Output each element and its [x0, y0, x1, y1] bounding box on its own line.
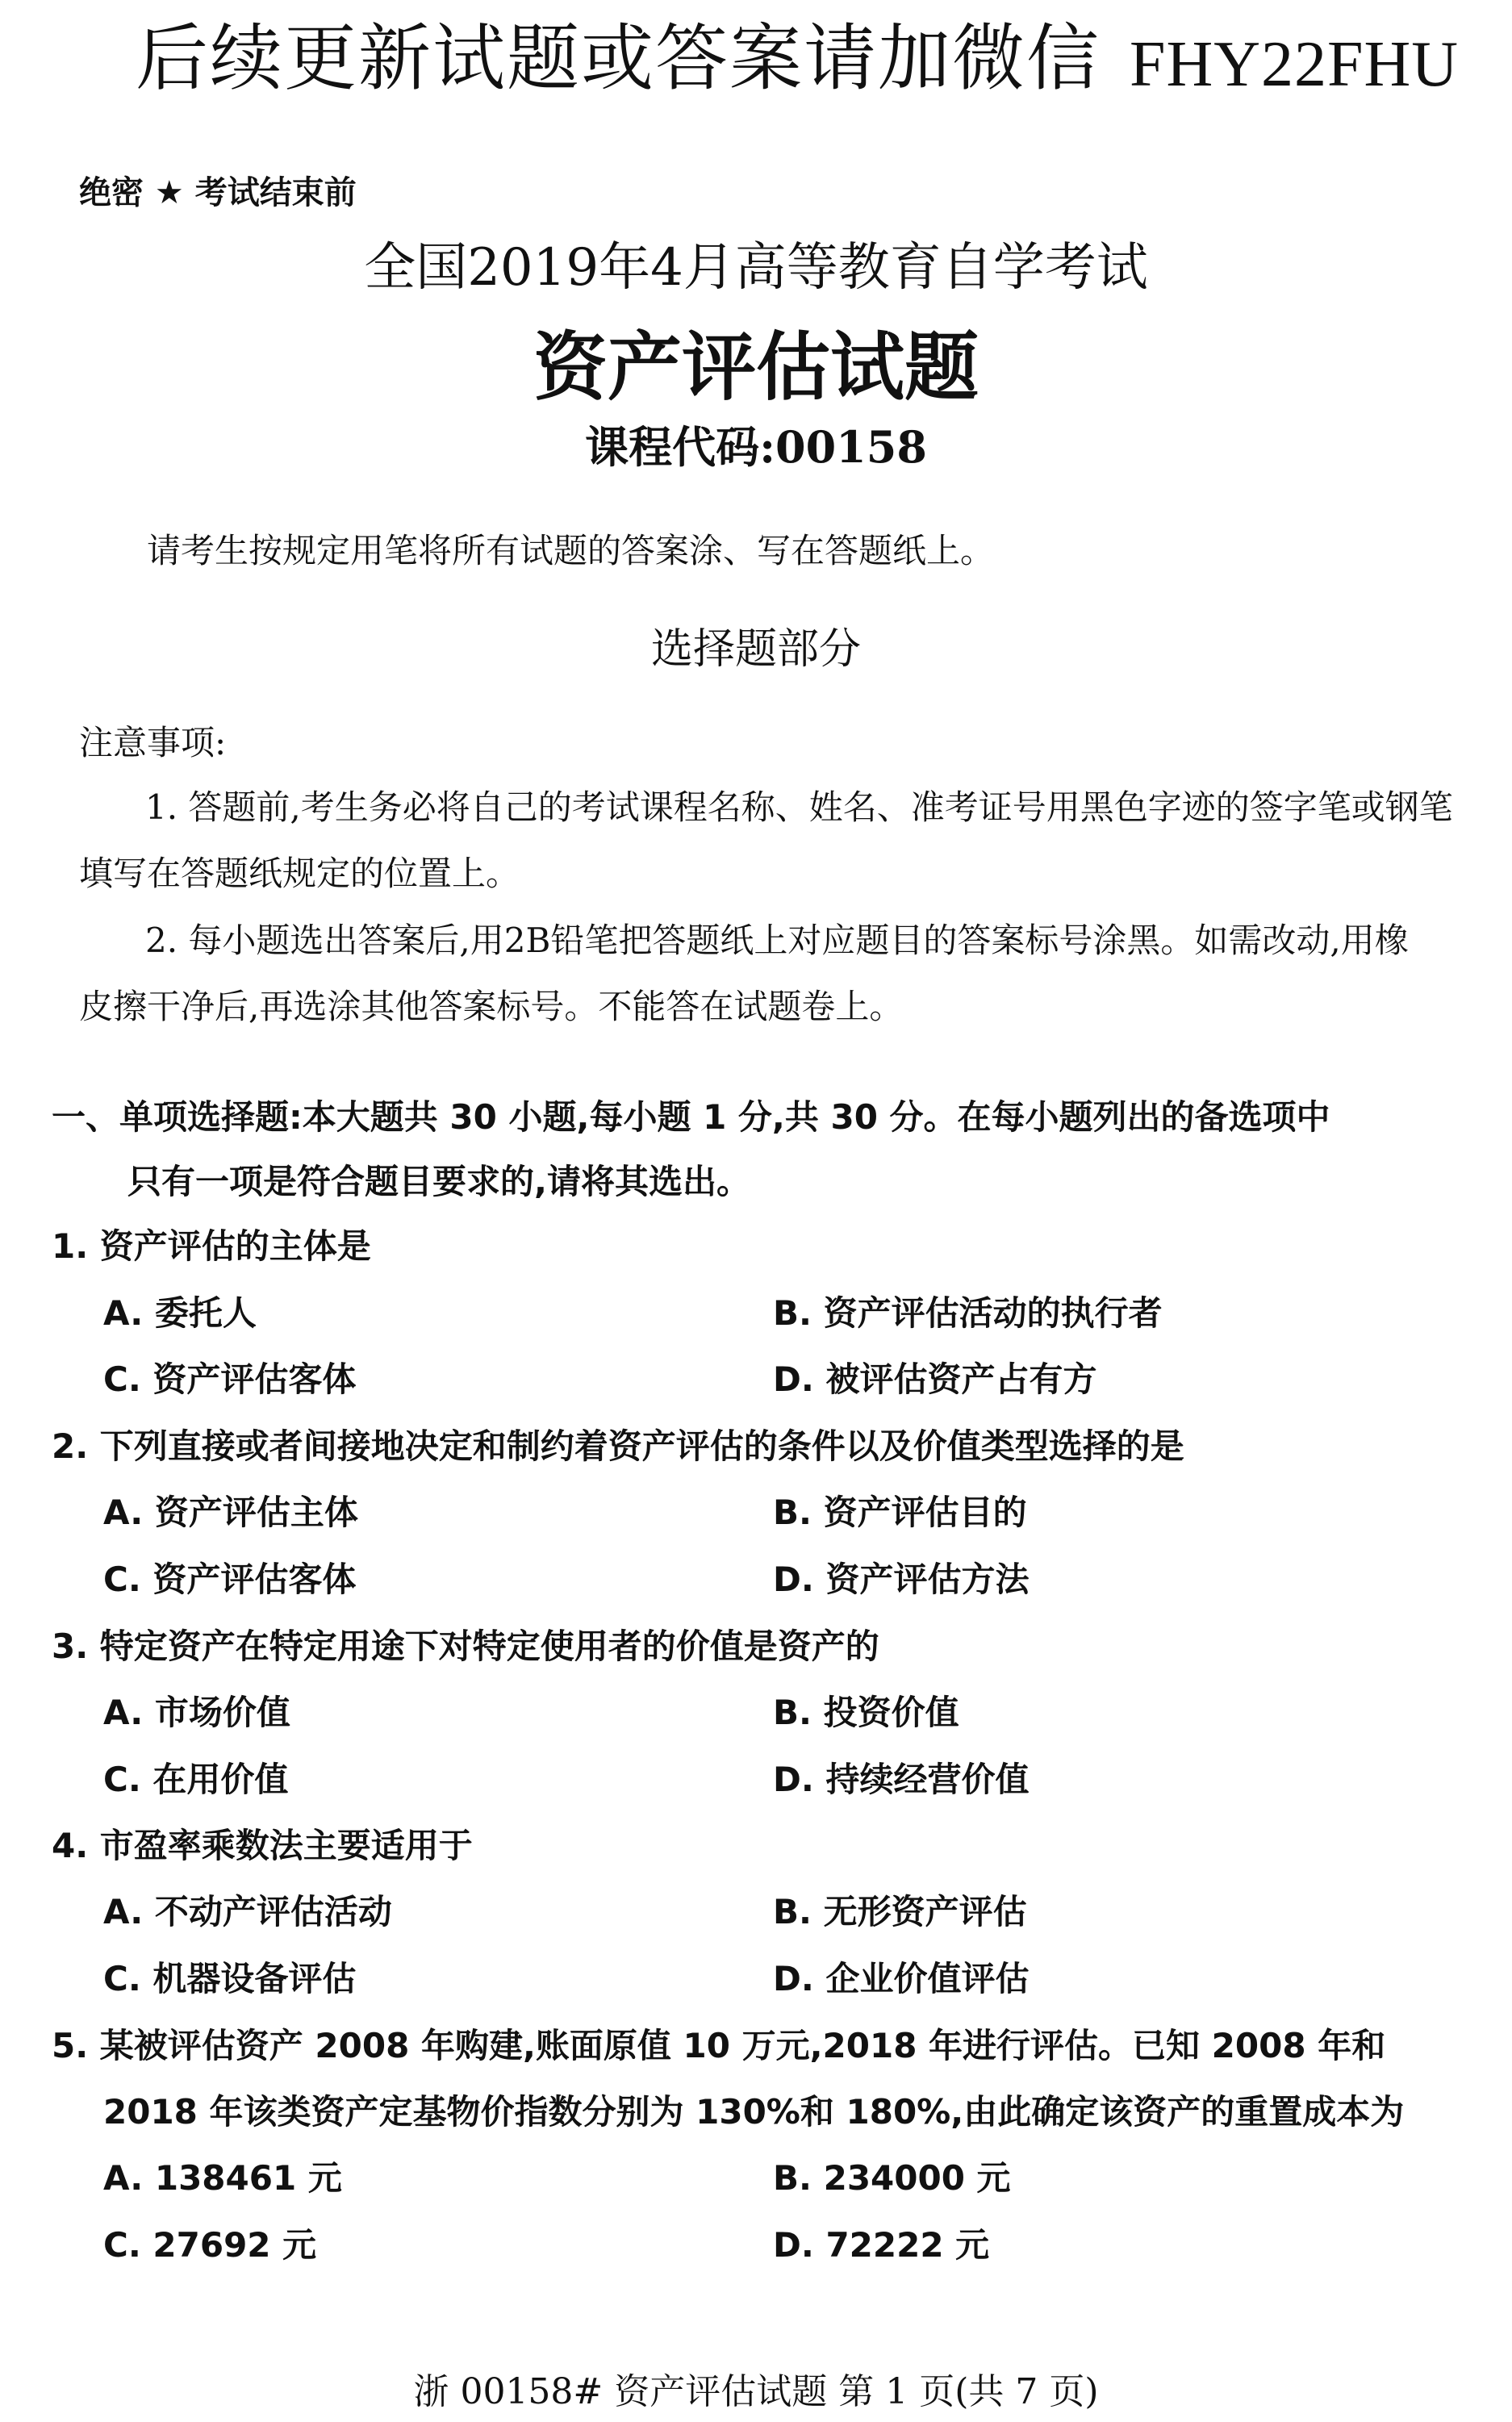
note-line: 填写在答题纸规定的位置上。 — [79, 854, 520, 893]
question-stem: 3. 特定资产在特定用途下对特定使用者的价值是资产的 — [52, 1626, 879, 1666]
option-b: B. 资产评估活动的执行者 — [773, 1293, 1163, 1333]
option-d: D. 资产评估方法 — [773, 1560, 1030, 1599]
option-b: B. 投资价值 — [773, 1693, 959, 1732]
option-b: B. 资产评估目的 — [773, 1493, 1027, 1532]
option-a: A. 委托人 — [103, 1293, 257, 1333]
section-part-title: 选择题部分 — [650, 625, 861, 674]
option-c: C. 27692 元 — [103, 2225, 317, 2265]
contact-banner: 后续更新试题或答案请加微信 — [136, 16, 1101, 101]
option-a: A. 资产评估主体 — [103, 1493, 358, 1532]
section-heading: 一、单项选择题:本大题共 30 小题,每小题 1 分,共 30 分。在每小题列出的备选项中 — [52, 1097, 1330, 1137]
option-a: A. 138461 元 — [103, 2158, 342, 2198]
option-d: D. 72222 元 — [773, 2225, 990, 2265]
question-stem: 4. 市盈率乘数法主要适用于 — [52, 1826, 473, 1865]
option-c: C. 机器设备评估 — [103, 1959, 357, 1998]
course-code: 课程代码:00158 — [585, 421, 927, 473]
option-c: C. 资产评估客体 — [103, 1560, 357, 1599]
question-stem-cont: 2018 年该类资产定基物价指数分别为 130%和 180%,由此确定该资产的重置成本为 — [103, 2092, 1405, 2132]
option-d: D. 持续经营价值 — [773, 1760, 1030, 1799]
option-d: D. 企业价值评估 — [773, 1959, 1030, 1998]
option-a: A. 市场价值 — [103, 1693, 290, 1732]
option-d: D. 被评估资产占有方 — [773, 1359, 1097, 1399]
contact-wechat-id: FHY22FHU — [1130, 29, 1460, 100]
notes-label: 注意事项: — [79, 723, 227, 762]
general-instruction: 请考生按规定用笔将所有试题的答案涂、写在答题纸上。 — [147, 531, 995, 570]
option-c: C. 在用价值 — [103, 1760, 289, 1799]
exam-title: 全国2019年4月高等教育自学考试 — [364, 238, 1148, 298]
section-heading-cont: 只有一项是符合题目要求的,请将其选出。 — [127, 1162, 750, 1201]
option-b: B. 无形资产评估 — [773, 1892, 1027, 1931]
confidential-label: 绝密 ★ 考试结束前 — [79, 174, 357, 211]
paper-title: 资产评估试题 — [533, 324, 979, 411]
question-stem: 5. 某被评估资产 2008 年购建,账面原值 10 万元,2018 年进行评估。已知 2008 年和 — [52, 2026, 1386, 2065]
question-stem: 1. 资产评估的主体是 — [52, 1226, 371, 1266]
note-line: 2. 每小题选出答案后,用2B铅笔把答题纸上对应题目的答案标号涂黑。如需改动,用橡 — [145, 921, 1409, 960]
note-line: 皮擦干净后,再选涂其他答案标号。不能答在试题卷上。 — [79, 987, 904, 1026]
page-footer: 浙 00158# 资产评估试题 第 1 页(共 7 页) — [413, 2371, 1099, 2412]
note-line: 1. 答题前,考生务必将自己的考试课程名称、姓名、准考证号用黑色字迹的签字笔或钢笔 — [145, 787, 1453, 827]
option-c: C. 资产评估客体 — [103, 1359, 357, 1399]
question-stem: 2. 下列直接或者间接地决定和制约着资产评估的条件以及价值类型选择的是 — [52, 1426, 1184, 1466]
option-b: B. 234000 元 — [773, 2158, 1011, 2198]
option-a: A. 不动产评估活动 — [103, 1892, 392, 1931]
